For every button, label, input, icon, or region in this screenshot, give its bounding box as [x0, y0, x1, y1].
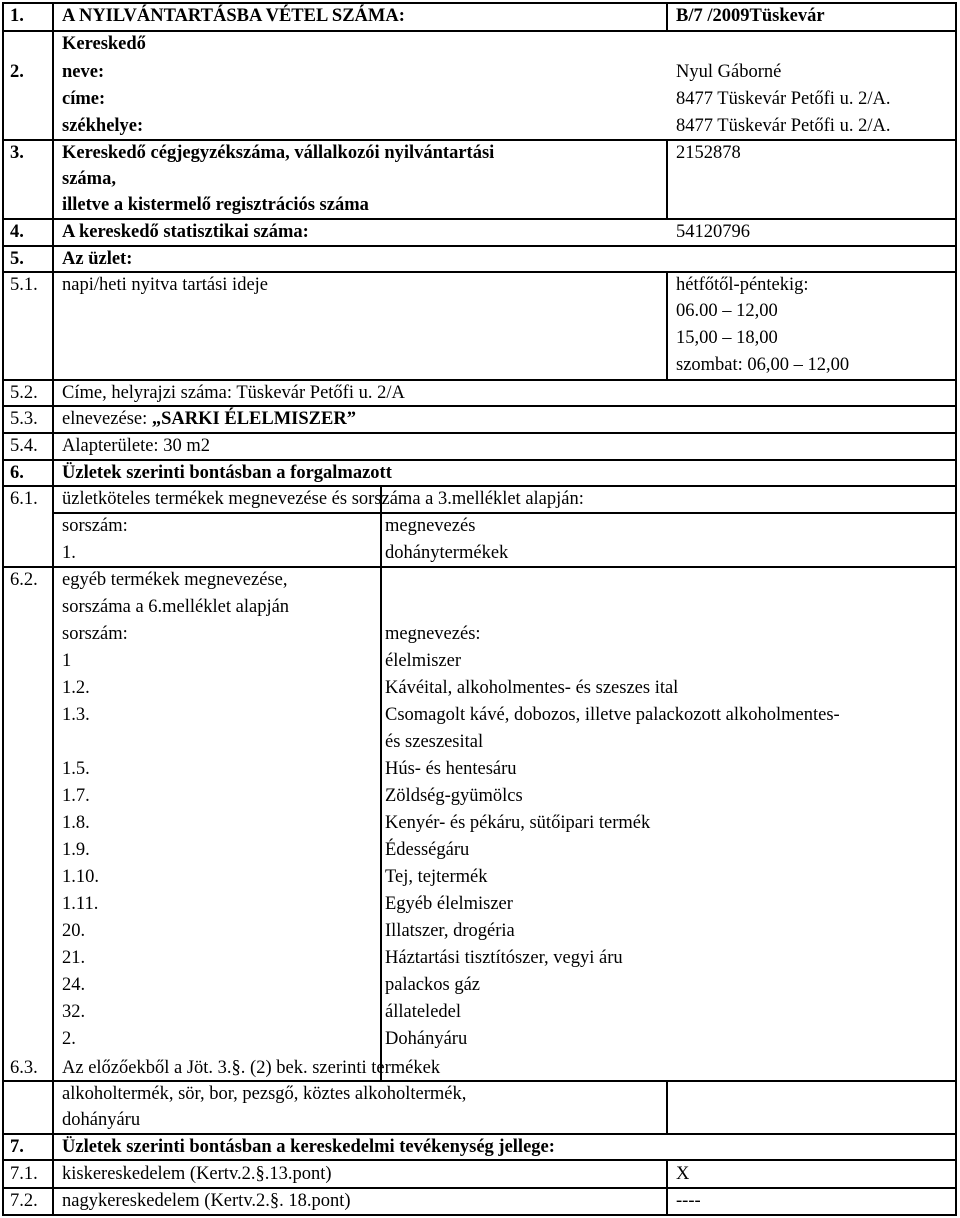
- value-column-divider-s51: [666, 272, 668, 380]
- hline: [2, 271, 957, 273]
- hline: [52, 512, 957, 514]
- s51-hours-line2: 06.00 – 12,00: [676, 301, 778, 321]
- s63-line1: Az előzőekből a Jöt. 3.§. (2) bek. szerinti termékek: [62, 1058, 441, 1078]
- hline: [2, 432, 957, 434]
- value-column-divider-s63: [666, 1082, 668, 1134]
- hline: [2, 1159, 957, 1161]
- s6-number: 6.: [10, 463, 24, 483]
- s71-text: kiskereskedelem (Kertv.2.§.13.pont): [62, 1164, 332, 1184]
- s62-item-name: Édességáru: [385, 840, 470, 860]
- s61-text: üzletköteles termékek megnevezése és sorszáma a 3.melléklet alapján:: [62, 489, 584, 509]
- s63-number: 6.3.: [10, 1058, 38, 1078]
- s2-seat-value: 8477 Tüskevár Petőfi u. 2/A.: [676, 116, 891, 136]
- hline: [2, 459, 957, 461]
- s62-col-name: megnevezés:: [385, 624, 481, 644]
- s62-item-num: 2.: [62, 1029, 76, 1049]
- s62-item-num: 20.: [62, 921, 86, 941]
- s62-item-num: 1.10.: [62, 867, 99, 887]
- s62-line1: egyéb termékek megnevezése,: [62, 570, 288, 590]
- s61-number: 6.1.: [10, 489, 38, 509]
- hline: [2, 1133, 957, 1135]
- s52-text: Címe, helyrajzi száma: Tüskevár Petőfi u. 2/A: [62, 383, 405, 403]
- s72-number: 7.2.: [10, 1191, 38, 1211]
- s51-hours-line4: szombat: 06,00 – 12,00: [676, 355, 850, 375]
- s62-item-num: 1.5.: [62, 759, 90, 779]
- s2-seat-label: székhelye:: [62, 116, 144, 136]
- hline: [2, 405, 957, 407]
- s62-item-num: 32.: [62, 1002, 86, 1022]
- s1-label: A NYILVÁNTARTÁSBA VÉTEL SZÁMA:: [62, 6, 405, 26]
- s63-line2: alkoholtermék, sör, bor, pezsgő, köztes alkoholtermék,: [62, 1084, 467, 1104]
- number-column-divider: [52, 2, 54, 1216]
- s62-item-name: Csomagolt kávé, dobozos, illetve palackozott alkoholmentes-: [385, 705, 840, 725]
- s63-line3: dohányáru: [62, 1110, 141, 1130]
- s62-item-name: Egyéb élelmiszer: [385, 894, 513, 914]
- s62-item-num: 1.7.: [62, 786, 90, 806]
- hline: [2, 1080, 957, 1082]
- s62-item-name: Hús- és hentesáru: [385, 759, 517, 779]
- s52-number: 5.2.: [10, 383, 38, 403]
- hline: [2, 30, 957, 32]
- s53-number: 5.3.: [10, 409, 38, 429]
- s62-item-num: 1.11.: [62, 894, 99, 914]
- table-border-left: [2, 2, 4, 1216]
- s62-item-num: 21.: [62, 948, 86, 968]
- s71-value: X: [676, 1164, 690, 1184]
- table-border-right: [955, 2, 957, 1216]
- hline: [2, 2, 957, 4]
- hline: [2, 1187, 957, 1189]
- s62-item-num: 1.2.: [62, 678, 90, 698]
- value-column-divider-s3: [666, 139, 668, 219]
- s72-value: ----: [676, 1191, 701, 1211]
- hline: [2, 485, 957, 487]
- s62-item-name: Zöldség-gyümölcs: [385, 786, 523, 806]
- hline: [2, 566, 957, 568]
- s61-item-name: dohánytermékek: [385, 543, 509, 563]
- s62-item-name: palackos gáz: [385, 975, 481, 995]
- s1-number: 1.: [10, 6, 24, 26]
- s53-text: [62, 408, 356, 430]
- s61-col-name: megnevezés: [385, 516, 476, 536]
- s62-item-num: 1.9.: [62, 840, 90, 860]
- s62-item-name: élelmiszer: [385, 651, 462, 671]
- s62-item-name: Tej, tejtermék: [385, 867, 488, 887]
- s51-hours-line1: hétfőtől-péntekig:: [676, 275, 809, 295]
- value-column-divider-s1: [666, 2, 668, 32]
- s3-value: 2152878: [676, 143, 741, 163]
- s7-number: 7.: [10, 1137, 24, 1157]
- s62-item-num: 24.: [62, 975, 86, 995]
- s54-text: Alapterülete: 30 m2: [62, 436, 210, 456]
- s3-label-line2: száma,: [62, 169, 116, 189]
- s62-item-name: Illatszer, drogéria: [385, 921, 515, 941]
- s62-item-num: 1.8.: [62, 813, 90, 833]
- s62-item-name: állateledel: [385, 1002, 462, 1022]
- s6-label: Üzletek szerinti bontásban a forgalmazott: [62, 463, 392, 483]
- s4-value: 54120796: [676, 222, 750, 242]
- s62-col-num: sorszám:: [62, 624, 128, 644]
- store-name: „SARKI ÉLELMISZER”: [151, 409, 356, 429]
- s62-item-name: Kávéital, alkoholmentes- és szeszes ital: [385, 678, 679, 698]
- s2-number: 2.: [10, 62, 24, 82]
- s62-item-name: Kenyér- és pékáru, sütőipari termék: [385, 813, 651, 833]
- s5-number: 5.: [10, 249, 24, 269]
- s2-name-label: neve:: [62, 62, 105, 82]
- s61-item-num: 1.: [62, 543, 76, 563]
- s5-label: Az üzlet:: [62, 249, 133, 269]
- s62-inner-divider: [380, 567, 382, 1080]
- hline: [2, 245, 957, 247]
- s62-item-num: 1.3.: [62, 705, 90, 725]
- s2-address-value: 8477 Tüskevár Petőfi u. 2/A.: [676, 89, 891, 109]
- s1-value: B/7 /2009Tüskevár: [676, 6, 825, 26]
- s61-col-num: sorszám:: [62, 516, 128, 536]
- hline: [2, 139, 957, 141]
- s2-header: Kereskedő: [62, 34, 146, 54]
- s71-number: 7.1.: [10, 1164, 38, 1184]
- s3-label-line3: illetve a kistermelő regisztrációs száma: [62, 195, 369, 215]
- s62-item-num: 1: [62, 651, 72, 671]
- s3-number: 3.: [10, 143, 24, 163]
- s54-number: 5.4.: [10, 436, 38, 456]
- s62-item-name-cont: és szeszesital: [385, 732, 484, 752]
- s2-name-value: Nyul Gáborné: [676, 62, 782, 82]
- s62-number: 6.2.: [10, 570, 38, 590]
- s62-item-name: Dohányáru: [385, 1029, 468, 1049]
- hline: [2, 379, 957, 381]
- s3-label-line1: Kereskedő cégjegyzékszáma, vállalkozói nyilvántartási: [62, 143, 495, 163]
- hline: [2, 218, 957, 220]
- s4-number: 4.: [10, 222, 24, 242]
- s7-label: Üzletek szerinti bontásban a kereskedelmi tevékenység jellege:: [62, 1137, 555, 1157]
- s62-line2: sorszáma a 6.melléklet alapján: [62, 597, 290, 617]
- s51-label: napi/heti nyitva tartási ideje: [62, 275, 269, 295]
- s4-label: A kereskedő statisztikai száma:: [62, 222, 309, 242]
- s72-text: nagykereskedelem (Kertv.2.§. 18.pont): [62, 1191, 351, 1211]
- s2-address-label: címe:: [62, 89, 106, 109]
- s51-number: 5.1.: [10, 275, 38, 295]
- s62-item-name: Háztartási tisztítószer, vegyi áru: [385, 948, 623, 968]
- hline: [2, 1214, 957, 1216]
- s53-prefix: elnevezése:: [62, 409, 148, 429]
- s51-hours-line3: 15,00 – 18,00: [676, 328, 778, 348]
